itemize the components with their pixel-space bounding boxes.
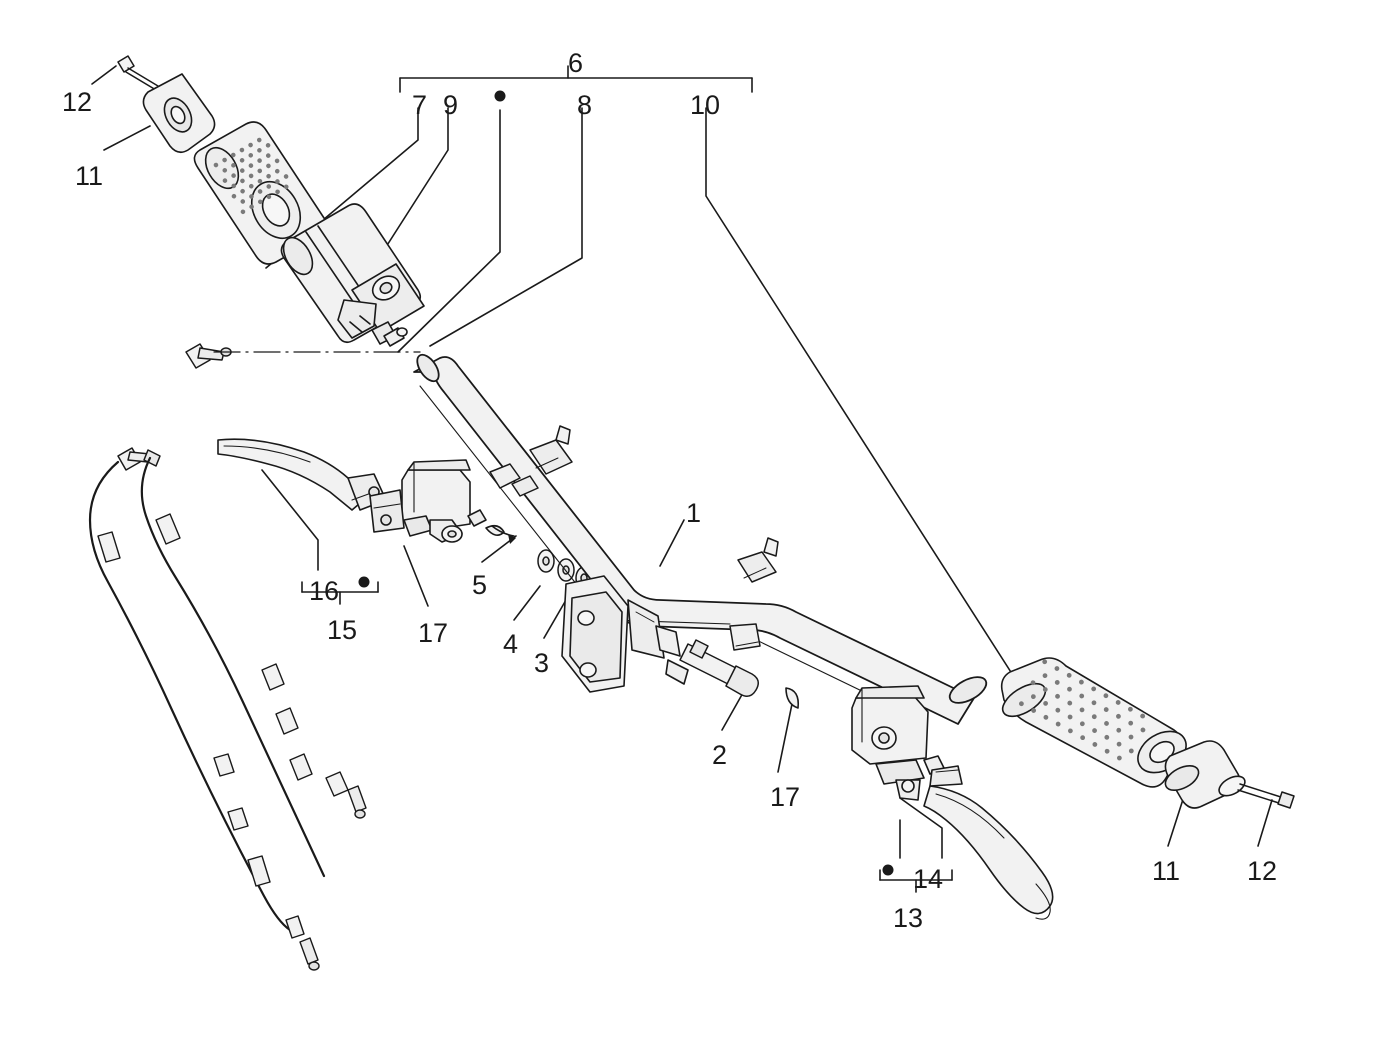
left-master-cylinder: [370, 460, 486, 542]
right-bar-end-screw: [1238, 784, 1294, 808]
callout-6: 6: [568, 48, 584, 78]
callout-10: 10: [690, 90, 721, 120]
leader-12-left: [92, 66, 116, 84]
callout-5: 5: [472, 570, 488, 600]
callout-2: 2: [712, 740, 728, 770]
leader-4: [514, 586, 540, 620]
callout-15: 15: [327, 615, 358, 645]
leader-17-left: [404, 546, 428, 606]
leader-16: [262, 470, 318, 570]
leader-8-dot: [398, 110, 500, 352]
leader-10: [706, 108, 1016, 680]
callout-16: 16: [309, 576, 340, 606]
right-brake-lever: [924, 766, 1053, 919]
leader-11-left: [104, 126, 150, 150]
callout-17-left: 17: [418, 618, 449, 648]
callout-11-right: 11: [1152, 856, 1181, 886]
callout-12-left: 12: [62, 87, 93, 117]
left-brake-lever: [218, 439, 386, 510]
callout-13: 13: [893, 903, 924, 933]
callout-11-left: 11: [75, 161, 104, 191]
left-bar-end-weight: [143, 74, 214, 152]
throttle-cable-ends: [118, 344, 231, 470]
leader-8: [430, 108, 582, 346]
leader-1: [660, 520, 684, 566]
marker-dot-16: [359, 577, 370, 588]
callout-1: 1: [686, 498, 702, 528]
callout-9: 9: [443, 90, 459, 120]
throttle-cables: [90, 458, 324, 930]
callout-3: 3: [534, 648, 550, 678]
callout-17-right: 17: [770, 782, 801, 812]
leader-17-right: [778, 704, 792, 772]
cable-end-fittings: [300, 786, 366, 970]
right-retaining-clip: [786, 688, 798, 708]
right-grip-rubber: [997, 658, 1193, 787]
leader-12-right: [1258, 800, 1272, 846]
callout-4: 4: [503, 629, 519, 659]
callout-12-right: 12: [1247, 856, 1278, 886]
callout-14: 14: [913, 864, 944, 894]
callout-8: 8: [577, 90, 593, 120]
left-retaining-clip: [486, 526, 516, 544]
callout-7: 7: [412, 90, 428, 120]
marker-dot-8: [495, 91, 506, 102]
left-bar-end-screw: [118, 56, 158, 90]
marker-dot-13: [883, 865, 894, 876]
